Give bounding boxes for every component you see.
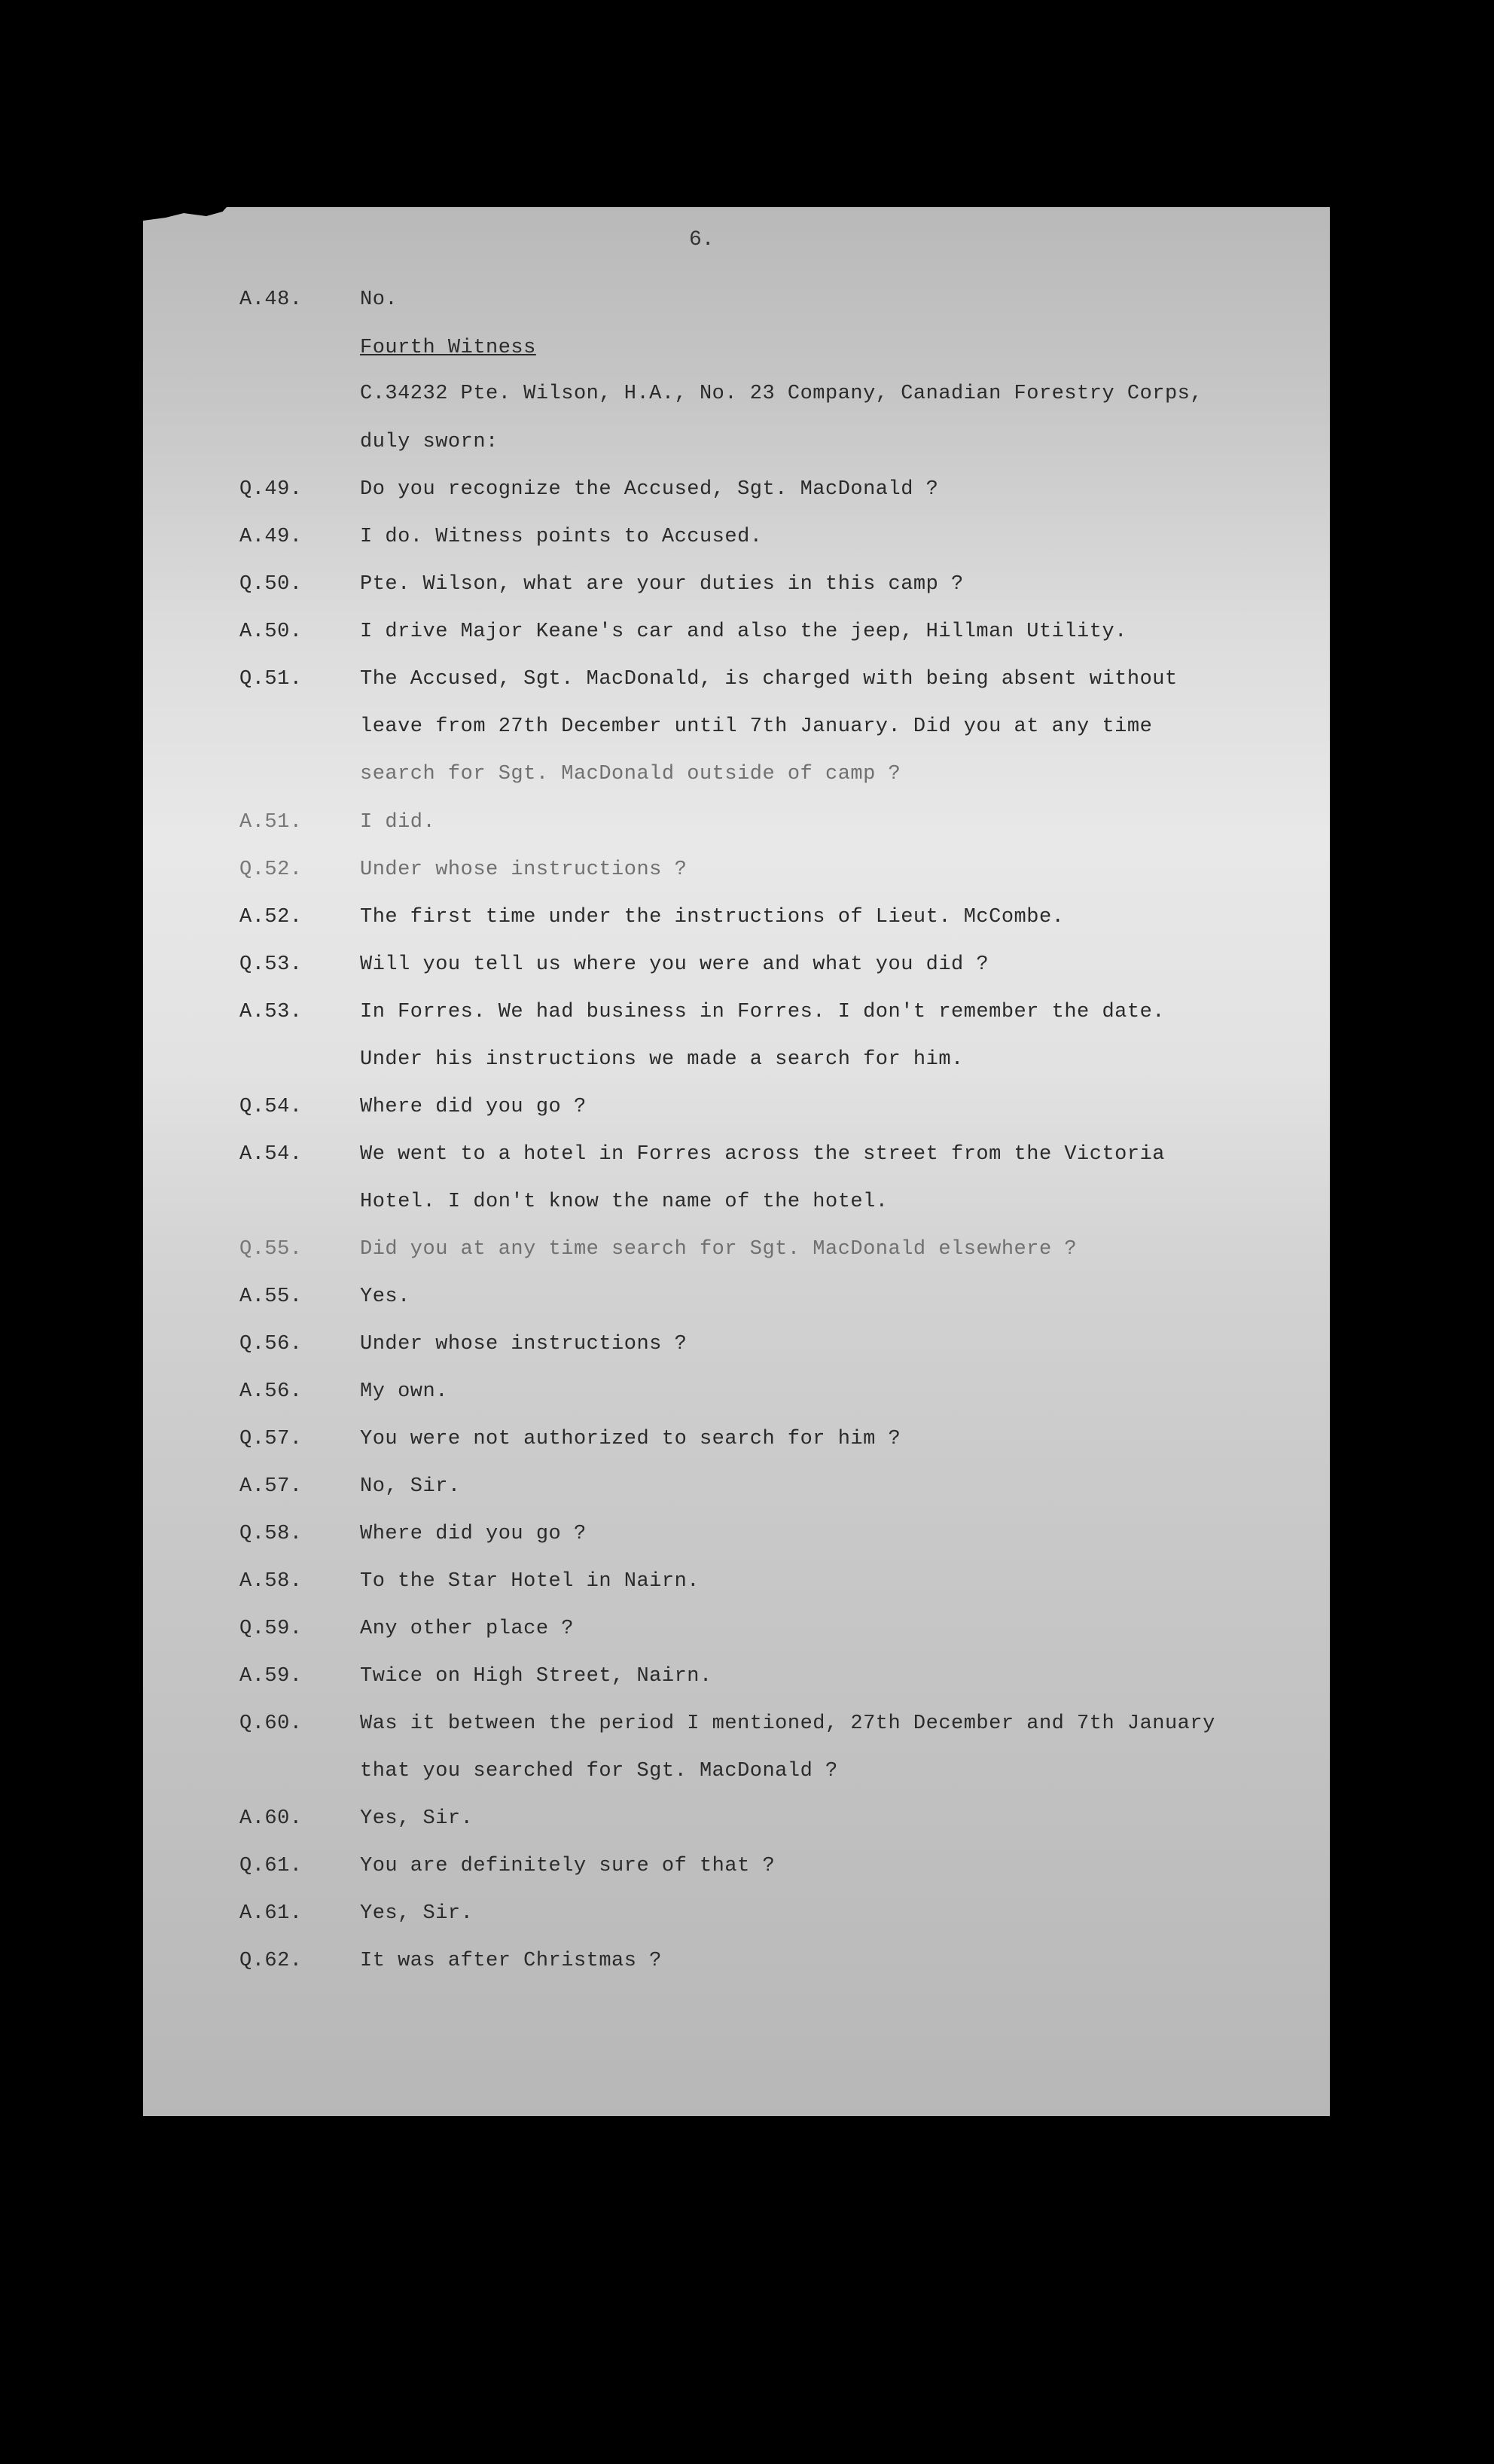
entry-text: Under whose instructions ?	[360, 858, 688, 881]
question-60	[143, 1712, 1330, 1743]
answer-54-continued	[143, 1191, 1330, 1221]
witness-intro-line: C.34232 Pte. Wilson, H.A., No. 23 Company, Canadian Forestry Corps,	[360, 383, 1203, 405]
entry-label: Q.59.	[239, 1618, 303, 1640]
entry-text: search for Sgt. MacDonald outside of camp ?	[360, 763, 901, 785]
entry-text: Yes.	[360, 1285, 410, 1308]
answer-48	[143, 288, 1330, 319]
entry-text: No.	[360, 288, 398, 311]
question-56	[143, 1333, 1330, 1363]
question-61	[143, 1855, 1330, 1885]
witness-intro-row	[143, 383, 1330, 413]
entry-label: A.49.	[239, 526, 303, 548]
question-50	[143, 573, 1330, 603]
entry-text: My own.	[360, 1380, 448, 1403]
entry-text: Was it between the period I mentioned, 27th December and 7th January	[360, 1712, 1215, 1735]
entry-text: The Accused, Sgt. MacDonald, is charged with being absent without	[360, 668, 1178, 691]
answer-53	[143, 1001, 1330, 1031]
question-60-continued	[143, 1760, 1330, 1790]
entry-text: I drive Major Keane's car and also the jeep, Hillman Utility.	[360, 621, 1127, 643]
answer-59	[143, 1665, 1330, 1695]
entry-text: Where did you go ?	[360, 1096, 587, 1118]
question-51-continued	[143, 715, 1330, 746]
entry-text: Twice on High Street, Nairn.	[360, 1665, 712, 1688]
entry-text: No, Sir.	[360, 1475, 461, 1498]
entry-label: Q.58.	[239, 1523, 303, 1545]
entry-label: A.61.	[239, 1902, 303, 1925]
entry-text: Hotel. I don't know the name of the hotel.	[360, 1191, 889, 1213]
answer-60	[143, 1807, 1330, 1837]
question-58	[143, 1523, 1330, 1553]
answer-58	[143, 1570, 1330, 1600]
entry-label: A.48.	[239, 288, 303, 311]
entry-text: Will you tell us where you were and what you did ?	[360, 953, 989, 976]
witness-intro-row	[143, 431, 1330, 461]
question-55	[143, 1238, 1330, 1268]
entry-label: A.51.	[239, 811, 303, 834]
entry-label: Q.53.	[239, 953, 303, 976]
entry-text: In Forres. We had business in Forres. I don't remember the date.	[360, 1001, 1165, 1023]
question-59	[143, 1618, 1330, 1648]
entry-label: Q.49.	[239, 478, 303, 501]
witness-heading-row	[143, 337, 1330, 367]
question-53	[143, 953, 1330, 983]
entry-text: To the Star Hotel in Nairn.	[360, 1570, 700, 1593]
answer-55	[143, 1285, 1330, 1316]
entry-text: Did you at any time search for Sgt. MacDonald elsewhere ?	[360, 1238, 1078, 1261]
entry-label: Q.56.	[239, 1333, 303, 1356]
entry-label: Q.54.	[239, 1096, 303, 1118]
question-52	[143, 858, 1330, 889]
entry-label: A.53.	[239, 1001, 303, 1023]
entry-label: A.59.	[239, 1665, 303, 1688]
document-page	[143, 207, 1330, 2116]
question-49	[143, 478, 1330, 508]
answer-54	[143, 1143, 1330, 1173]
entry-label: A.54.	[239, 1143, 303, 1166]
entry-label: Q.60.	[239, 1712, 303, 1735]
question-57	[143, 1428, 1330, 1458]
entry-label: A.52.	[239, 906, 303, 929]
entry-label: Q.51.	[239, 668, 303, 691]
answer-56	[143, 1380, 1330, 1410]
torn-corner	[143, 200, 233, 230]
answer-57	[143, 1475, 1330, 1505]
entry-text: Do you recognize the Accused, Sgt. MacDonald ?	[360, 478, 939, 501]
entry-text: that you searched for Sgt. MacDonald ?	[360, 1760, 838, 1782]
entry-label: A.50.	[239, 621, 303, 643]
entry-label: Q.57.	[239, 1428, 303, 1450]
entry-label: Q.52.	[239, 858, 303, 881]
witness-heading: Fourth Witness	[360, 337, 536, 359]
entry-text: It was after Christmas ?	[360, 1950, 662, 1972]
entry-text: We went to a hotel in Forres across the street from the Victoria	[360, 1143, 1165, 1166]
question-51-continued	[143, 763, 1330, 793]
entry-label: Q.62.	[239, 1950, 303, 1972]
entry-label: Q.55.	[239, 1238, 303, 1261]
answer-53-continued	[143, 1048, 1330, 1078]
entry-label: A.56.	[239, 1380, 303, 1403]
entry-text: Yes, Sir.	[360, 1902, 474, 1925]
question-51	[143, 668, 1330, 698]
entry-text: You are definitely sure of that ?	[360, 1855, 776, 1877]
page-number: 6.	[689, 228, 715, 252]
entry-text: You were not authorized to search for him ?	[360, 1428, 901, 1450]
entry-label: A.55.	[239, 1285, 303, 1308]
entry-text: Under whose instructions ?	[360, 1333, 688, 1356]
witness-intro-line: duly sworn:	[360, 431, 499, 453]
answer-51	[143, 811, 1330, 841]
question-62	[143, 1950, 1330, 1980]
entry-text: I did.	[360, 811, 436, 834]
entry-label: A.58.	[239, 1570, 303, 1593]
entry-label: A.57.	[239, 1475, 303, 1498]
entry-label: Q.50.	[239, 573, 303, 596]
entry-text: I do. Witness points to Accused.	[360, 526, 763, 548]
answer-50	[143, 621, 1330, 651]
answer-61	[143, 1902, 1330, 1932]
entry-text: Any other place ?	[360, 1618, 574, 1640]
answer-49	[143, 526, 1330, 556]
entry-label: A.60.	[239, 1807, 303, 1830]
entry-label: Q.61.	[239, 1855, 303, 1877]
entry-text: Pte. Wilson, what are your duties in this camp ?	[360, 573, 964, 596]
answer-52	[143, 906, 1330, 936]
entry-text: The first time under the instructions of Lieut. McCombe.	[360, 906, 1065, 929]
entry-text: leave from 27th December until 7th January. Did you at any time	[360, 715, 1153, 738]
entry-text: Under his instructions we made a search for him.	[360, 1048, 964, 1071]
entry-text: Where did you go ?	[360, 1523, 587, 1545]
question-54	[143, 1096, 1330, 1126]
entry-text: Yes, Sir.	[360, 1807, 474, 1830]
